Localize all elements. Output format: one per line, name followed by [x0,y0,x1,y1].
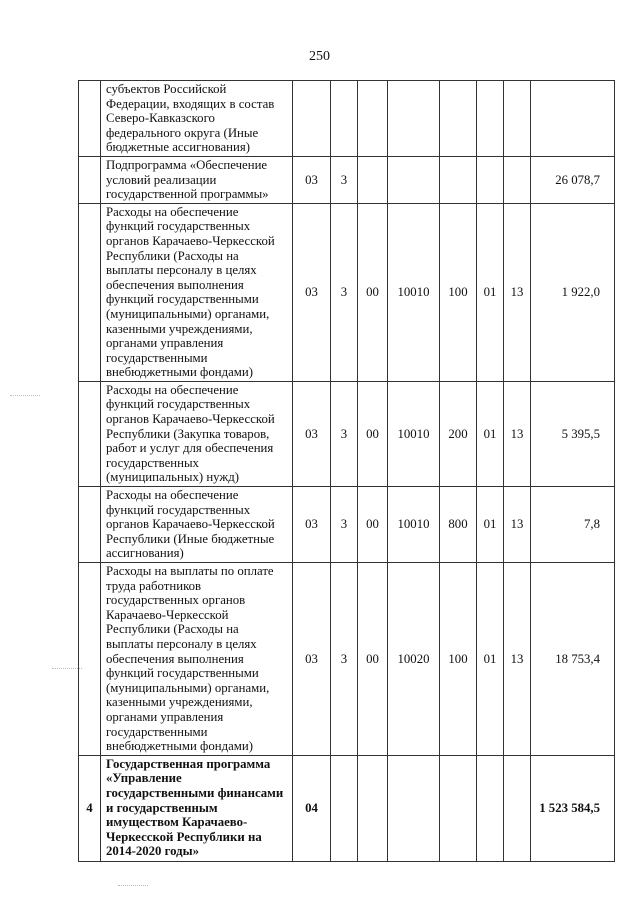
page-number: 250 [309,49,330,64]
amount-cell [531,81,615,157]
program-code-cell: 03 [293,156,331,203]
table-row [79,381,615,486]
section-code-cell: 01 [477,203,504,381]
row-number-cell [79,156,101,203]
expense-name-cell: Расходы на выплаты по оплате труда работников государственных органов Карачаево-Черкесской Республики (Расходы на выплаты персоналу в целях обеспечения выполнения функций государственными (муниципальными) органами, казенными учреждениями, органами управления государственными внебюджетными фондами) [101,563,293,756]
table-row [79,203,615,381]
subsection-code-cell: 13 [504,487,531,563]
section-code-cell: 01 [477,563,504,756]
subsection-code-cell: 13 [504,381,531,486]
amount-cell: 5 395,5 [531,381,615,486]
scan-artifact [10,395,40,396]
amount-cell: 18 753,4 [531,563,615,756]
amount-cell: 26 078,7 [531,156,615,203]
expense-type-cell: 100 [440,563,477,756]
expense-name-cell: Подпрограмма «Обеспечение условий реализации государственной программы» [101,156,293,203]
subprogram-code-cell: 3 [331,487,358,563]
expense-type-cell: 200 [440,381,477,486]
expense-name-cell: Расходы на обеспечение функций государственных органов Карачаево-Черкесской Республики (Иные бюджетные ассигнования) [101,487,293,563]
direction-code-cell [388,81,440,157]
table-row [79,487,615,563]
subsection-code-cell: 13 [504,563,531,756]
subsection-code-cell [504,156,531,203]
program-code-cell [293,81,331,157]
row-number-cell [79,203,101,381]
row-number-cell: 4 [79,755,101,861]
activity-code-cell: 00 [358,487,388,563]
section-code-cell [477,156,504,203]
row-number-cell [79,381,101,486]
expense-name-cell: Расходы на обеспечение функций государственных органов Карачаево-Черкесской Республики (Закупка товаров, работ и услуг для обеспечения государственных (муниципальных) нужд) [101,381,293,486]
expense-type-cell [440,156,477,203]
row-number-cell [79,81,101,157]
direction-code-cell: 10010 [388,203,440,381]
direction-code-cell: 10020 [388,563,440,756]
table-row [79,755,615,861]
expense-name-cell: субъектов Российской Федерации, входящих в состав Северо-Кавказского федерального округа (Иные бюджетные ассигнования) [101,81,293,157]
activity-code-cell: 00 [358,563,388,756]
table-body [79,81,615,862]
section-code-cell: 01 [477,381,504,486]
program-code-cell: 03 [293,487,331,563]
activity-code-cell [358,156,388,203]
direction-code-cell: 10010 [388,381,440,486]
program-code-cell: 03 [293,381,331,486]
expense-type-cell [440,755,477,861]
subprogram-code-cell [331,755,358,861]
subprogram-code-cell: 3 [331,156,358,203]
direction-code-cell: 10010 [388,487,440,563]
expense-name-cell: Государственная программа «Управление государственными финансами и государственным имуществом Карачаево-Черкесской Республики на 2014-2020 годы» [101,755,293,861]
amount-cell: 1 922,0 [531,203,615,381]
subprogram-code-cell: 3 [331,563,358,756]
table-row [79,563,615,756]
section-code-cell [477,81,504,157]
activity-code-cell [358,81,388,157]
program-code-cell: 03 [293,203,331,381]
row-number-cell [79,563,101,756]
section-code-cell: 01 [477,487,504,563]
program-code-cell: 04 [293,755,331,861]
amount-cell: 7,8 [531,487,615,563]
expense-name-cell: Расходы на обеспечение функций государственных органов Карачаево-Черкесской Республики (Расходы на выплаты персоналу в целях обеспечения выполнения функций государственными (муниципальными) органами, казенными учреждениями, органами управления государственными внебюджетными фондами) [101,203,293,381]
scan-artifact [118,885,148,886]
budget-table [78,80,615,862]
subsection-code-cell: 13 [504,203,531,381]
row-number-cell [79,487,101,563]
expense-type-cell [440,81,477,157]
subprogram-code-cell [331,81,358,157]
program-code-cell: 03 [293,563,331,756]
subprogram-code-cell: 3 [331,203,358,381]
subsection-code-cell [504,755,531,861]
expense-type-cell: 800 [440,487,477,563]
subprogram-code-cell: 3 [331,381,358,486]
scan-artifact [52,668,82,669]
amount-cell: 1 523 584,5 [531,755,615,861]
activity-code-cell: 00 [358,381,388,486]
direction-code-cell [388,755,440,861]
activity-code-cell: 00 [358,203,388,381]
expense-type-cell: 100 [440,203,477,381]
table-row [79,156,615,203]
direction-code-cell [388,156,440,203]
activity-code-cell [358,755,388,861]
subsection-code-cell [504,81,531,157]
table-row [79,81,615,157]
section-code-cell [477,755,504,861]
